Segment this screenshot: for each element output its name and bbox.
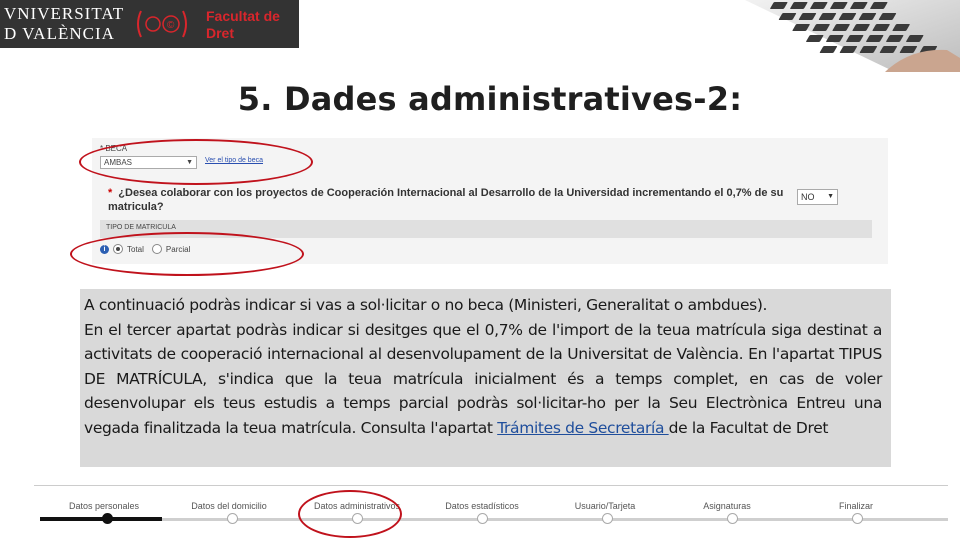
required-asterisk: * [108, 187, 113, 199]
step-dot-6 [727, 513, 738, 524]
cooperation-answer-select[interactable] [797, 189, 838, 205]
description-box [80, 289, 891, 467]
step-finalizar[interactable]: Finalizar [838, 501, 873, 511]
cooperation-question [108, 186, 788, 214]
description-paragraph [84, 318, 882, 441]
cooperation-question-text: ¿Desea colaborar con los proyectos de Cooperación Internacional al Desarrollo de la Universidad incrementando el 0,7% de su matricula? [108, 187, 784, 213]
step-datos-estadisticos[interactable]: Datos estadísticos [445, 501, 519, 511]
keyboard-photo-icon [735, 0, 960, 72]
radio-total-label: Total [127, 244, 144, 254]
step-dot-4 [477, 513, 488, 524]
beca-label: * BECA [100, 144, 128, 153]
step-datos-domicilio[interactable]: Datos del domicilio [191, 501, 267, 511]
radio-parcial-label: Parcial [165, 244, 191, 254]
university-name-line1: VNIVERSITAT [4, 4, 125, 23]
beca-type-link[interactable]: Ver el tipo de beca [205, 157, 263, 164]
step-highlight-oval [298, 490, 402, 538]
chevron-down-icon: ▼ [827, 193, 834, 200]
chevron-down-icon: ▼ [186, 159, 193, 166]
university-seal-icon [133, 7, 191, 41]
faculty-name [206, 8, 280, 42]
progress-track-done [40, 517, 162, 521]
faculty-name-line2: Dret [206, 25, 235, 41]
cooperation-answer-value: NO [801, 192, 815, 202]
step-dot-7 [852, 513, 863, 524]
tipus-matricula-header: TIPO DE MATRICULA [100, 220, 872, 238]
svg-text:©: © [167, 20, 175, 31]
progress-track [40, 518, 948, 521]
step-usuario-tarjeta[interactable]: Usuario/Tarjeta [574, 501, 636, 511]
step-dot-5 [602, 513, 613, 524]
university-name [4, 4, 124, 44]
step-dot-1 [102, 513, 113, 524]
tramites-secretaria-link[interactable]: Trámites de Secretaría [497, 418, 669, 437]
tipus-highlight-oval [70, 232, 304, 276]
beca-highlight-oval [79, 139, 313, 185]
university-logo [0, 0, 299, 48]
info-icon[interactable]: i [100, 245, 109, 254]
faculty-name-line1: Facultat de [206, 8, 280, 24]
description-text: En el tercer apartat podràs indicar si desitges que el 0,7% de l'import de la teua matrícula siga destinat a activitats de cooperació internacional al desenvolupament de la Universitat de València. En l'apartat TIPUS DE MATRÍCULA, s'indica que la teua matrícula inicialment és a temps complet, en cas de voler desenvolupar els teus estudis a temps parcial podràs sol·licitar-ho per la Seu Electrònica Entreu una vegada finalitzada la teua matrícula. Consulta l'apartat [84, 320, 882, 437]
beca-select-value: AMBAS [104, 158, 133, 167]
step-datos-administrativos[interactable]: Datos administrativos [313, 501, 401, 511]
step-dot-2 [227, 513, 238, 524]
description-line1: A continuació podràs indicar si vas a sol·licitar o no beca (Ministeri, Generalitat o ambdues). [84, 296, 768, 314]
step-asignaturas[interactable]: Asignaturas [703, 501, 751, 511]
description-text-end: de la Facultat de Dret [668, 418, 829, 437]
step-datos-personales[interactable]: Datos personales [68, 501, 140, 511]
slide-title [0, 80, 960, 118]
university-name-line2: D VALÈNCIA [4, 24, 115, 43]
progress-steps [34, 485, 948, 541]
slide-title-text: 5. Dades administratives-2: [237, 80, 743, 118]
